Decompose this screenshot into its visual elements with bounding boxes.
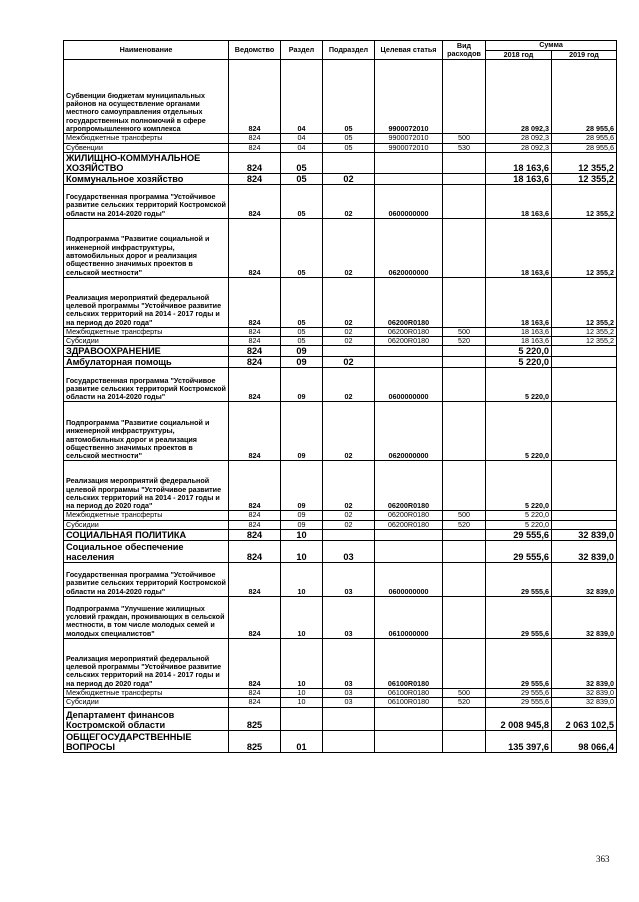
row-name: Государственная программа "Устойчивое развитие сельских территорий Костромской области на 2014-2020 годы": [64, 184, 229, 218]
row-sum-2018: 18 163,6: [486, 184, 552, 218]
row-razdel: 10: [281, 698, 323, 707]
row-name: Реализация мероприятий федеральной целевой программы "Устойчивое развитие сельских территорий на 2014 - 2017 годы и на период до 2020 года": [64, 639, 229, 689]
row-podrazdel: 02: [323, 368, 375, 402]
row-sum-2019: 98 066,4: [552, 730, 617, 752]
row-target-article: 0610000000: [375, 597, 443, 639]
row-expense-type: [443, 563, 486, 597]
row-sum-2019: 32 839,0: [552, 563, 617, 597]
row-target-article: [375, 152, 443, 173]
row-target-article: 0620000000: [375, 218, 443, 277]
row-sum-2019: 28 955,6: [552, 143, 617, 152]
table-row: [64, 461, 617, 511]
row-vedomstvo: 824: [229, 563, 281, 597]
row-sum-2019: 12 355,2: [552, 184, 617, 218]
row-expense-type: 530: [443, 143, 486, 152]
table-row: [64, 184, 617, 218]
row-podrazdel: 03: [323, 639, 375, 689]
row-sum-2019: 32 839,0: [552, 698, 617, 707]
row-name: Субсидии: [64, 337, 229, 346]
row-podrazdel: 02: [323, 520, 375, 529]
row-name: Подпрограмма "Улучшение жилищных условий граждан, проживающих в сельской местности, в том числе молодых семей и молодых специалистов": [64, 597, 229, 639]
row-razdel: 10: [281, 530, 323, 541]
row-vedomstvo: 825: [229, 707, 281, 730]
row-expense-type: [443, 277, 486, 327]
row-name: ЖИЛИЩНО-КОММУНАЛЬНОЕ ХОЗЯЙСТВО: [64, 152, 229, 173]
row-sum-2018: 29 555,6: [486, 541, 552, 563]
row-sum-2019: 32 839,0: [552, 639, 617, 689]
row-sum-2019: [552, 520, 617, 529]
row-name: Государственная программа "Устойчивое развитие сельских территорий Костромской области на 2014-2020 годы": [64, 563, 229, 597]
row-vedomstvo: 824: [229, 218, 281, 277]
row-sum-2019: 28 955,6: [552, 134, 617, 143]
row-podrazdel: 02: [323, 461, 375, 511]
row-sum-2018: 5 220,0: [486, 346, 552, 357]
row-name: Амбулаторная помощь: [64, 357, 229, 368]
row-expense-type: 520: [443, 337, 486, 346]
row-sum-2018: 28 092,3: [486, 143, 552, 152]
row-expense-type: [443, 730, 486, 752]
row-sum-2019: [552, 346, 617, 357]
table-row: [64, 357, 617, 368]
row-razdel: 09: [281, 511, 323, 520]
row-target-article: 06200R0180: [375, 520, 443, 529]
row-target-article: [375, 707, 443, 730]
row-podrazdel: 05: [323, 60, 375, 134]
row-sum-2019: 32 839,0: [552, 597, 617, 639]
row-target-article: 06100R0180: [375, 639, 443, 689]
row-name: СОЦИАЛЬНАЯ ПОЛИТИКА: [64, 530, 229, 541]
row-name: Социальное обеспечение населения: [64, 541, 229, 563]
row-sum-2018: 18 163,6: [486, 173, 552, 184]
row-target-article: 0600000000: [375, 563, 443, 597]
row-target-article: 0600000000: [375, 184, 443, 218]
row-vedomstvo: 824: [229, 60, 281, 134]
row-razdel: 05: [281, 277, 323, 327]
row-sum-2019: 32 839,0: [552, 689, 617, 698]
row-target-article: 9900072010: [375, 143, 443, 152]
row-podrazdel: 05: [323, 143, 375, 152]
row-target-article: 0620000000: [375, 402, 443, 461]
row-sum-2018: 28 092,3: [486, 134, 552, 143]
row-podrazdel: [323, 152, 375, 173]
row-expense-type: [443, 152, 486, 173]
row-podrazdel: 03: [323, 689, 375, 698]
row-razdel: 04: [281, 143, 323, 152]
row-sum-2018: 29 555,6: [486, 689, 552, 698]
table-row: [64, 530, 617, 541]
row-name: Департамент финансов Костромской области: [64, 707, 229, 730]
row-sum-2018: 29 555,6: [486, 639, 552, 689]
row-target-article: 06200R0180: [375, 277, 443, 327]
table-row: [64, 134, 617, 143]
row-sum-2018: 29 555,6: [486, 563, 552, 597]
row-podrazdel: [323, 730, 375, 752]
row-expense-type: 500: [443, 511, 486, 520]
row-sum-2019: 12 355,2: [552, 337, 617, 346]
row-podrazdel: 02: [323, 402, 375, 461]
row-sum-2019: 12 355,2: [552, 277, 617, 327]
row-sum-2018: 5 220,0: [486, 402, 552, 461]
header-podrazdel: Подраздел: [323, 41, 375, 60]
row-expense-type: [443, 707, 486, 730]
row-sum-2018: 5 220,0: [486, 511, 552, 520]
row-razdel: 01: [281, 730, 323, 752]
header-sum: Сумма: [486, 41, 617, 51]
row-target-article: 06100R0180: [375, 689, 443, 698]
row-target-article: [375, 173, 443, 184]
row-name: Подпрограмма "Развитие социальной и инженерной инфраструктуры, автомобильных дорог и реализация общественно значимых проектов в сельской местности": [64, 218, 229, 277]
row-vedomstvo: 824: [229, 639, 281, 689]
row-vedomstvo: 824: [229, 357, 281, 368]
row-podrazdel: 03: [323, 541, 375, 563]
budget-table: [63, 40, 617, 753]
row-razdel: 09: [281, 402, 323, 461]
row-razdel: 04: [281, 134, 323, 143]
row-podrazdel: [323, 707, 375, 730]
table-row: [64, 707, 617, 730]
row-vedomstvo: 825: [229, 730, 281, 752]
table-row: [64, 563, 617, 597]
row-razdel: 10: [281, 689, 323, 698]
row-vedomstvo: 824: [229, 327, 281, 336]
row-expense-type: [443, 368, 486, 402]
header-name: Наименование: [64, 41, 229, 60]
row-sum-2018: 18 163,6: [486, 218, 552, 277]
row-podrazdel: 02: [323, 511, 375, 520]
row-name: ОБЩЕГОСУДАРСТВЕННЫЕ ВОПРОСЫ: [64, 730, 229, 752]
row-expense-type: 500: [443, 689, 486, 698]
row-name: Межбюджетные трансферты: [64, 689, 229, 698]
row-expense-type: [443, 639, 486, 689]
row-name: Субсидии: [64, 698, 229, 707]
row-sum-2018: 28 092,3: [486, 60, 552, 134]
row-name: Межбюджетные трансферты: [64, 327, 229, 336]
header-razdel: Раздел: [281, 41, 323, 60]
header-expense-type: Вид расходов: [443, 41, 486, 60]
row-vedomstvo: 824: [229, 152, 281, 173]
row-sum-2019: 12 355,2: [552, 152, 617, 173]
row-podrazdel: 02: [323, 337, 375, 346]
row-name: Межбюджетные трансферты: [64, 511, 229, 520]
row-razdel: 04: [281, 60, 323, 134]
row-expense-type: [443, 541, 486, 563]
row-sum-2018: 29 555,6: [486, 698, 552, 707]
row-target-article: [375, 357, 443, 368]
row-target-article: 9900072010: [375, 60, 443, 134]
row-vedomstvo: 824: [229, 337, 281, 346]
row-razdel: 05: [281, 173, 323, 184]
row-sum-2019: 2 063 102,5: [552, 707, 617, 730]
row-expense-type: 520: [443, 698, 486, 707]
row-target-article: [375, 346, 443, 357]
row-sum-2018: 5 220,0: [486, 461, 552, 511]
row-target-article: 06200R0180: [375, 461, 443, 511]
row-expense-type: [443, 184, 486, 218]
row-vedomstvo: 824: [229, 402, 281, 461]
row-razdel: 05: [281, 184, 323, 218]
row-expense-type: [443, 346, 486, 357]
table-row: [64, 143, 617, 152]
row-razdel: 09: [281, 357, 323, 368]
row-name: Межбюджетные трансферты: [64, 134, 229, 143]
row-sum-2018: 29 555,6: [486, 597, 552, 639]
row-expense-type: [443, 597, 486, 639]
row-name: Субсидии: [64, 520, 229, 529]
row-sum-2018: 18 163,6: [486, 277, 552, 327]
row-name: Субвенции: [64, 143, 229, 152]
row-expense-type: [443, 461, 486, 511]
row-target-article: 06200R0180: [375, 511, 443, 520]
row-expense-type: [443, 173, 486, 184]
row-target-article: 0600000000: [375, 368, 443, 402]
table-row: [64, 337, 617, 346]
row-sum-2018: 18 163,6: [486, 327, 552, 336]
row-sum-2019: 32 839,0: [552, 541, 617, 563]
row-expense-type: [443, 530, 486, 541]
row-sum-2019: [552, 511, 617, 520]
row-vedomstvo: 824: [229, 530, 281, 541]
row-vedomstvo: 824: [229, 184, 281, 218]
table-row: [64, 60, 617, 134]
table-row: [64, 277, 617, 327]
row-razdel: 10: [281, 563, 323, 597]
page-number: 363: [596, 854, 610, 864]
row-expense-type: [443, 60, 486, 134]
row-target-article: 06200R0180: [375, 337, 443, 346]
row-sum-2019: [552, 368, 617, 402]
row-sum-2018: 135 397,6: [486, 730, 552, 752]
row-target-article: [375, 530, 443, 541]
table-row: [64, 511, 617, 520]
row-sum-2019: 12 355,2: [552, 218, 617, 277]
row-vedomstvo: 824: [229, 698, 281, 707]
row-sum-2018: 18 163,6: [486, 152, 552, 173]
row-sum-2018: 29 555,6: [486, 530, 552, 541]
row-sum-2018: 2 008 945,8: [486, 707, 552, 730]
table-row: [64, 698, 617, 707]
table-row: [64, 541, 617, 563]
row-vedomstvo: 824: [229, 689, 281, 698]
table-row: [64, 689, 617, 698]
table-row: [64, 346, 617, 357]
row-expense-type: [443, 402, 486, 461]
row-name: Подпрограмма "Развитие социальной и инженерной инфраструктуры, автомобильных дорог и реализация общественно значимых проектов в сельской местности": [64, 402, 229, 461]
row-podrazdel: [323, 530, 375, 541]
header-year-2019: 2019 год: [552, 51, 617, 60]
table-row: [64, 218, 617, 277]
row-vedomstvo: 824: [229, 597, 281, 639]
row-expense-type: [443, 218, 486, 277]
table-row: [64, 368, 617, 402]
header-vedomstvo: Ведомство: [229, 41, 281, 60]
row-vedomstvo: 824: [229, 541, 281, 563]
row-target-article: [375, 730, 443, 752]
row-podrazdel: 03: [323, 597, 375, 639]
row-razdel: 09: [281, 346, 323, 357]
row-podrazdel: 02: [323, 184, 375, 218]
row-razdel: 10: [281, 541, 323, 563]
row-name: ЗДРАВООХРАНЕНИЕ: [64, 346, 229, 357]
row-razdel: 05: [281, 218, 323, 277]
row-podrazdel: [323, 346, 375, 357]
header-year-2018: 2018 год: [486, 51, 552, 60]
row-razdel: 10: [281, 639, 323, 689]
row-podrazdel: 03: [323, 563, 375, 597]
row-name: Реализация мероприятий федеральной целевой программы "Устойчивое развитие сельских территорий на 2014 - 2017 годы и на период до 2020 года": [64, 461, 229, 511]
row-sum-2019: [552, 402, 617, 461]
row-vedomstvo: 824: [229, 134, 281, 143]
row-expense-type: [443, 357, 486, 368]
row-razdel: 05: [281, 337, 323, 346]
row-podrazdel: 02: [323, 327, 375, 336]
row-vedomstvo: 824: [229, 461, 281, 511]
row-vedomstvo: 824: [229, 346, 281, 357]
row-vedomstvo: 824: [229, 511, 281, 520]
row-podrazdel: 02: [323, 218, 375, 277]
row-expense-type: 500: [443, 327, 486, 336]
row-sum-2018: 5 220,0: [486, 368, 552, 402]
row-razdel: 05: [281, 152, 323, 173]
row-podrazdel: 02: [323, 277, 375, 327]
row-razdel: 09: [281, 461, 323, 511]
row-vedomstvo: 824: [229, 277, 281, 327]
table-row: [64, 730, 617, 752]
row-sum-2019: 32 839,0: [552, 530, 617, 541]
header-target-article: Целевая статья: [375, 41, 443, 60]
table-row: [64, 173, 617, 184]
row-vedomstvo: 824: [229, 173, 281, 184]
row-target-article: 06200R0180: [375, 327, 443, 336]
row-vedomstvo: 824: [229, 143, 281, 152]
row-sum-2019: 12 355,2: [552, 173, 617, 184]
row-sum-2019: 28 955,6: [552, 60, 617, 134]
table-header: [64, 41, 617, 60]
row-razdel: [281, 707, 323, 730]
row-expense-type: 520: [443, 520, 486, 529]
row-podrazdel: 02: [323, 357, 375, 368]
row-name: Коммунальное хозяйство: [64, 173, 229, 184]
row-razdel: 09: [281, 520, 323, 529]
row-sum-2019: 12 355,2: [552, 327, 617, 336]
row-sum-2018: 5 220,0: [486, 520, 552, 529]
table-body: [64, 60, 617, 752]
table-row: [64, 597, 617, 639]
row-sum-2018: 18 163,6: [486, 337, 552, 346]
row-razdel: 09: [281, 368, 323, 402]
row-podrazdel: 03: [323, 698, 375, 707]
row-sum-2019: [552, 461, 617, 511]
row-target-article: 9900072010: [375, 134, 443, 143]
table-row: [64, 520, 617, 529]
row-podrazdel: 02: [323, 173, 375, 184]
row-vedomstvo: 824: [229, 368, 281, 402]
table-row: [64, 402, 617, 461]
table-row: [64, 639, 617, 689]
row-target-article: 06100R0180: [375, 698, 443, 707]
row-expense-type: 500: [443, 134, 486, 143]
table-row: [64, 327, 617, 336]
row-razdel: 10: [281, 597, 323, 639]
row-sum-2019: [552, 357, 617, 368]
table-row: [64, 152, 617, 173]
row-razdel: 05: [281, 327, 323, 336]
row-vedomstvo: 824: [229, 520, 281, 529]
row-name: Реализация мероприятий федеральной целевой программы "Устойчивое развитие сельских территорий на 2014 - 2017 годы и на период до 2020 года": [64, 277, 229, 327]
row-name: Государственная программа "Устойчивое развитие сельских территорий Костромской области на 2014-2020 годы": [64, 368, 229, 402]
row-name: Субвенции бюджетам муниципальных районов на осуществление органами местного самоуправления отдельных государственных полномочий в сфере агропромышленного комплекса: [64, 60, 229, 134]
row-target-article: [375, 541, 443, 563]
row-podrazdel: 05: [323, 134, 375, 143]
row-sum-2018: 5 220,0: [486, 357, 552, 368]
